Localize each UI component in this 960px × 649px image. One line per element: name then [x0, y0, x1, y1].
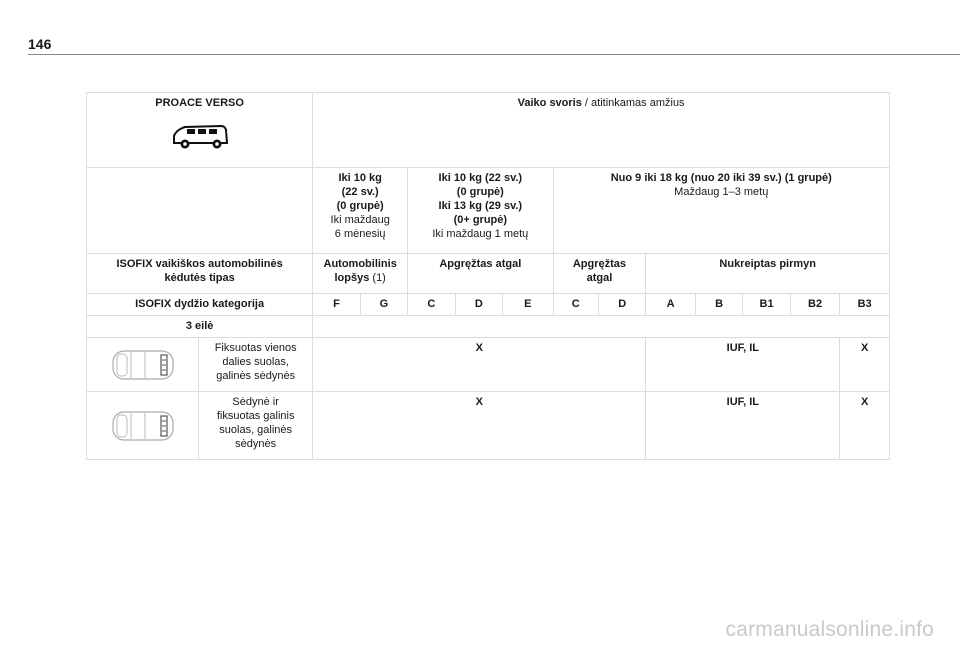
seat-type-label [87, 254, 313, 294]
row-1-value-2: IUF, IL [646, 392, 840, 460]
row-1-label-1: Sėdynė ir [232, 396, 279, 408]
group-1-cell [408, 168, 553, 254]
van-topview-icon [109, 409, 177, 443]
row-1-value-1: X [313, 392, 646, 460]
seat-type-label-1: ISOFIX vaikiškos automobilinės [116, 258, 283, 270]
group-0-line-3: (0 grupė) [336, 200, 384, 212]
model-name: PROACE VERSO [155, 97, 244, 109]
size-class: B1 [743, 294, 790, 316]
row-1-value-3: X [840, 392, 890, 460]
row-1-label-3: suolas, galinės [219, 424, 293, 436]
type-rear-facing-2 [553, 254, 646, 294]
type-forward-facing: Nukreiptas pirmyn [646, 254, 890, 294]
van-icon [171, 124, 229, 150]
row-0-value-3: X [840, 338, 890, 392]
group-1-line-4: (0+ grupė) [453, 214, 508, 226]
row-0-label-1: Fiksuotas vienos [214, 342, 297, 354]
group-2-line-1: Nuo 9 iki 18 kg (nuo 20 iki 39 sv.) (1 grupė) [610, 172, 832, 184]
row-1-label-2: fiksuotas galinis [216, 410, 295, 422]
empty-cell [87, 168, 313, 254]
size-class: B2 [790, 294, 839, 316]
row-0-value-1: X [313, 338, 646, 392]
size-class: E [503, 294, 553, 316]
row3-label: 3 eilė [87, 316, 313, 338]
isofix-table [86, 92, 890, 460]
model-cell [87, 93, 313, 168]
type-carrycot-2: lopšys [334, 272, 370, 284]
size-class: D [598, 294, 645, 316]
group-1-line-3: Iki 13 kg (29 sv.) [438, 200, 523, 212]
group-2-cell [553, 168, 889, 254]
group-0-cell [313, 168, 408, 254]
header-rule [28, 54, 960, 55]
type-rear-facing-2b: atgal [586, 272, 613, 284]
size-class: F [313, 294, 360, 316]
size-class: A [646, 294, 695, 316]
group-1-line-1: Iki 10 kg (22 sv.) [438, 172, 523, 184]
type-rear-facing-2a: Apgręžtas [572, 258, 627, 270]
row3-empty [313, 316, 890, 338]
type-carrycot-1: Automobilinis [323, 258, 397, 270]
weight-header-text: / atitinkamas amžius [581, 97, 685, 109]
size-class: C [553, 294, 598, 316]
row-0-label-3: galinės sėdynės [216, 370, 296, 382]
type-carrycot [313, 254, 408, 294]
seat-type-label-2: kėdutės tipas [164, 272, 235, 284]
group-0-note-2: 6 mėnesių [334, 228, 386, 240]
row-0-value-2: IUF, IL [646, 338, 840, 392]
page-number: 146 [28, 36, 52, 52]
size-class: G [360, 294, 407, 316]
size-class: C [408, 294, 455, 316]
size-class: B [695, 294, 742, 316]
size-label: ISOFIX dydžio kategorija [87, 294, 313, 316]
size-class: B3 [840, 294, 890, 316]
group-2-note-1: Maždaug 1–3 metų [674, 186, 769, 198]
size-class: D [455, 294, 502, 316]
group-1-note-1: Iki maždaug 1 metų [432, 228, 529, 240]
type-rear-facing: Apgręžtas atgal [408, 254, 553, 294]
group-1-line-2: (0 grupė) [456, 186, 504, 198]
van-topview-icon [109, 348, 177, 382]
row-0-diagram [87, 338, 199, 392]
row-0-label-2: dalies suolas, [222, 356, 289, 368]
group-0-note-1: Iki maždaug [330, 214, 390, 226]
row-1-diagram [87, 392, 199, 460]
weight-header [313, 93, 890, 168]
row-1-label [199, 392, 313, 460]
row-0-label [199, 338, 313, 392]
group-0-line-2: (22 sv.) [341, 186, 379, 198]
group-0-line-1: Iki 10 kg [338, 172, 382, 184]
type-carrycot-note: (1) [369, 272, 386, 284]
weight-header-bold: Vaiko svoris [517, 97, 582, 109]
row-1-label-4: sėdynės [235, 438, 277, 450]
watermark: carmanualsonline.info [725, 618, 934, 641]
